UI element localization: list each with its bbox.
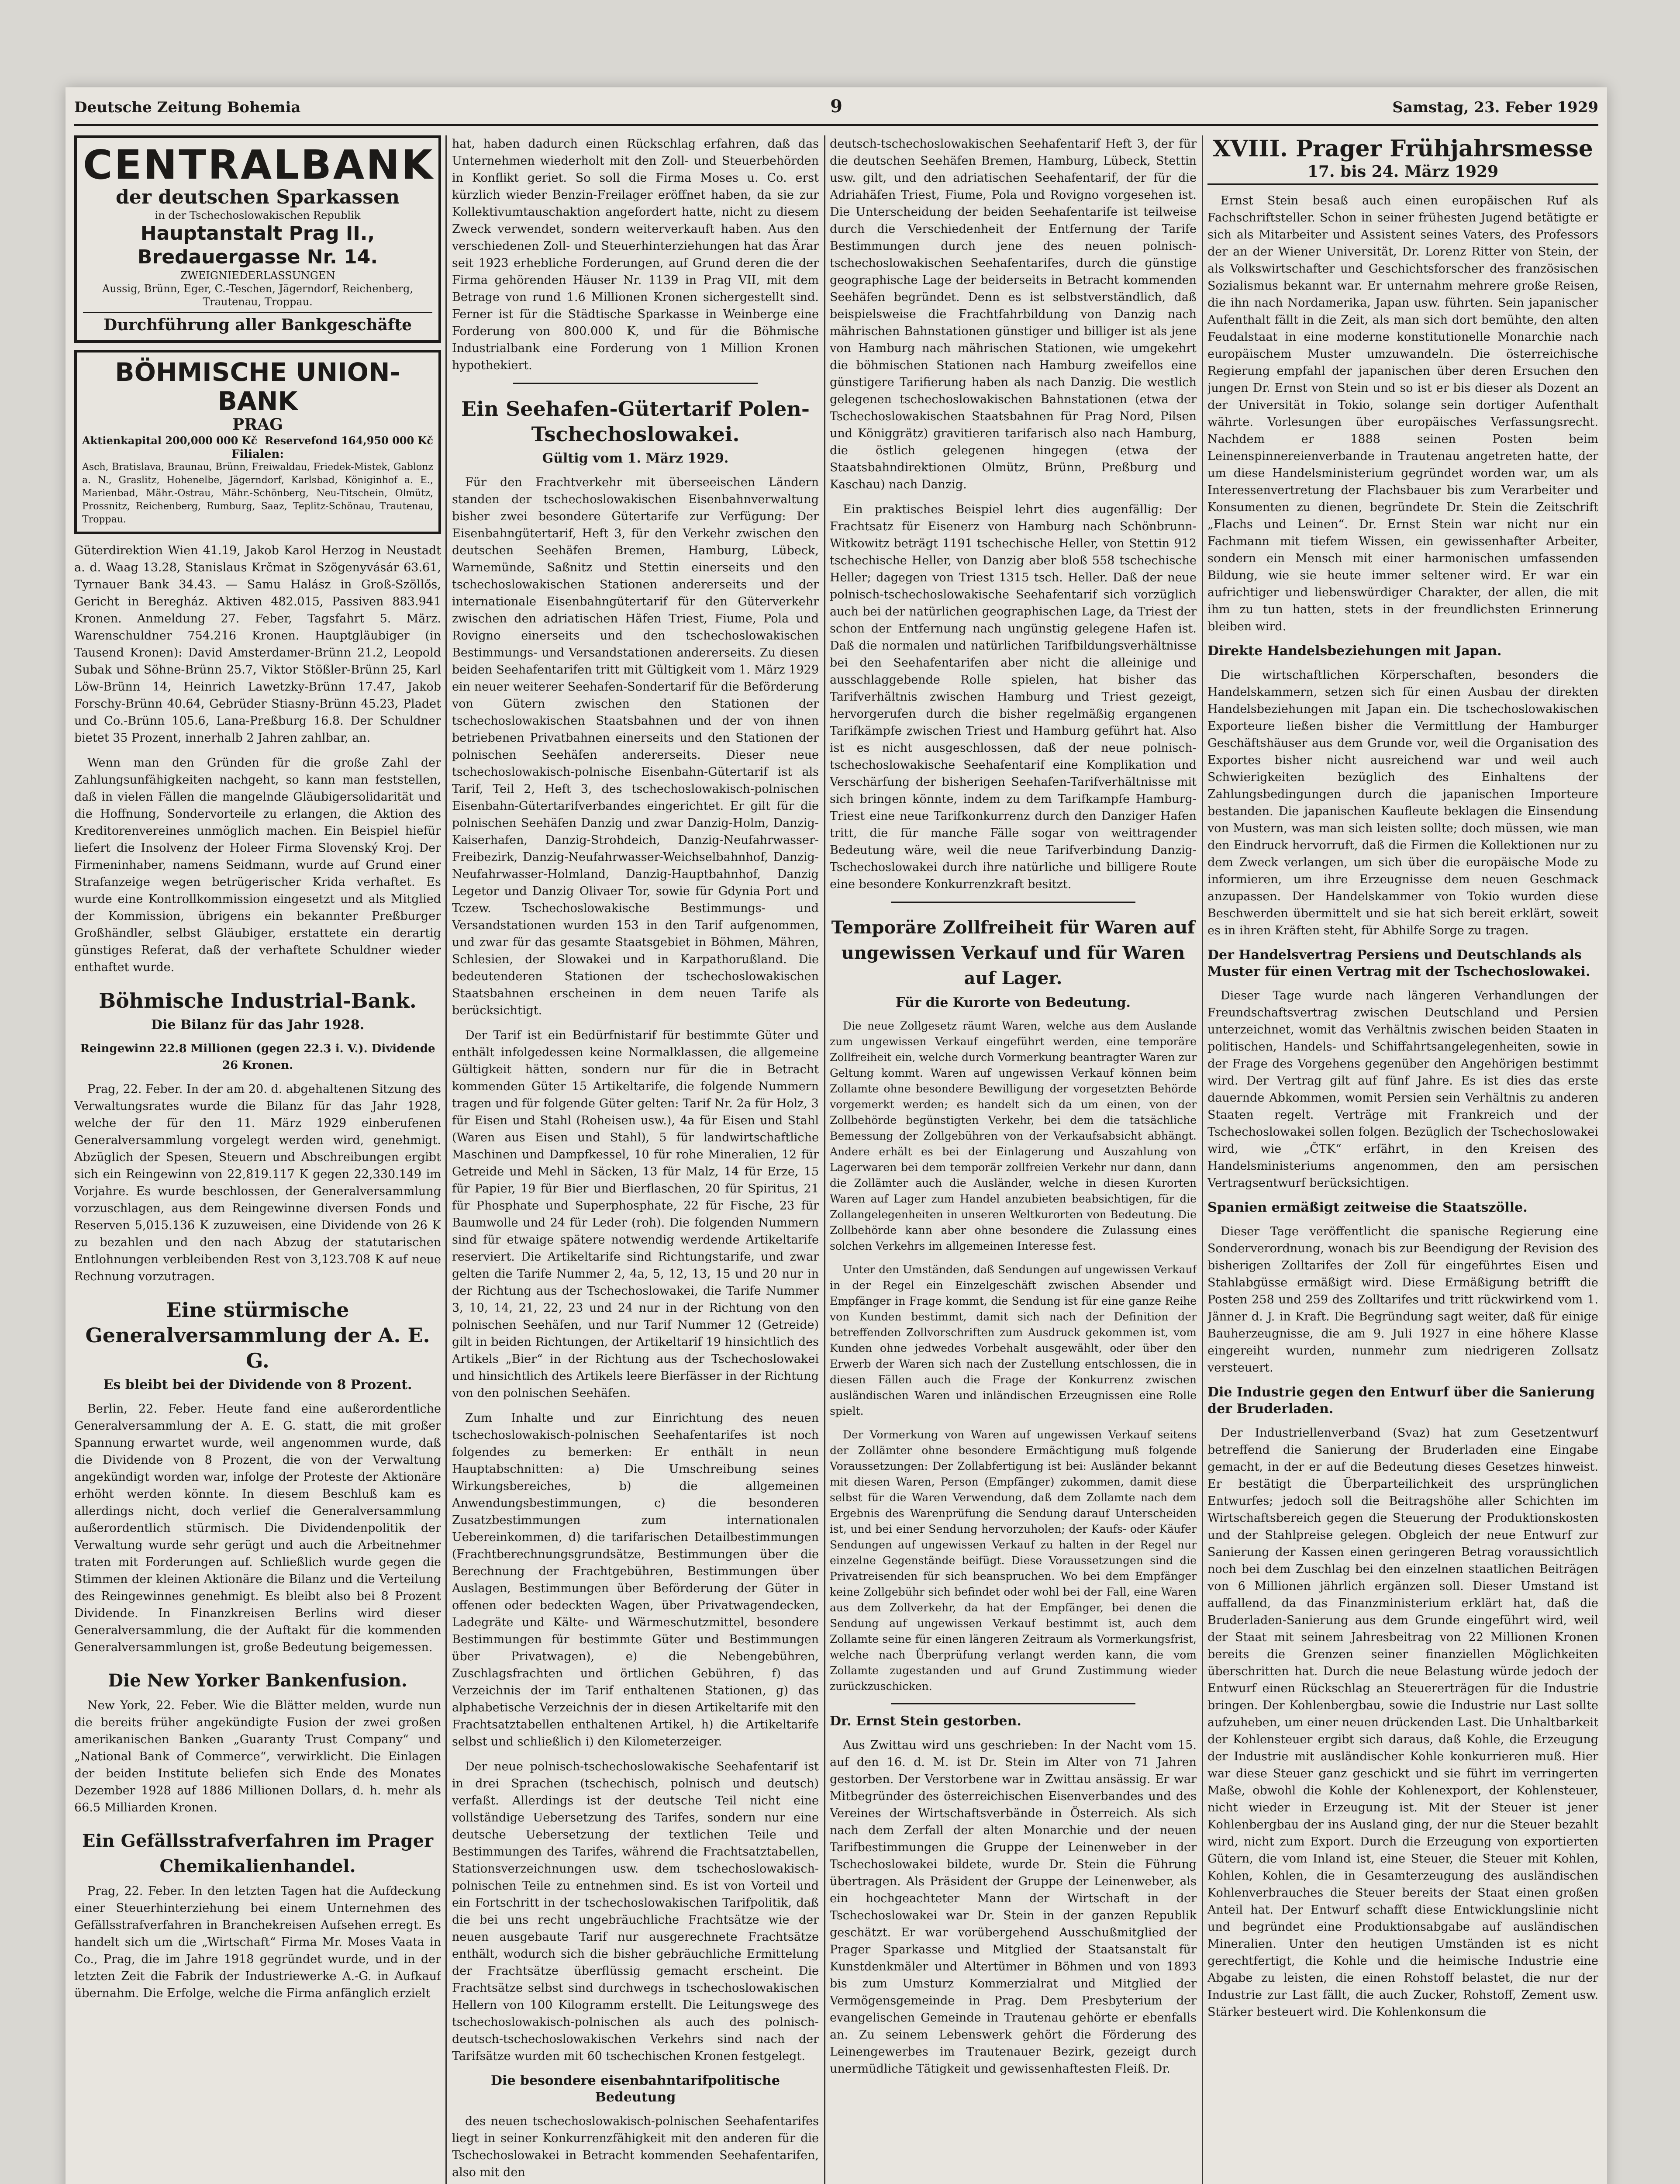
column-rule [445, 135, 447, 2184]
headline-japan: Direkte Handelsbeziehungen mit Japan. [1207, 643, 1502, 659]
messe-dates: 17. bis 24. März 1929 [1307, 162, 1499, 181]
centralbank-footer: Durchführung aller Bankgeschäfte [83, 312, 432, 334]
masthead [74, 93, 1598, 126]
paragraph: Ein praktisches Beispiel lehrt dies augenfällig: Der Frachtsatz für Eisenerz von Hamburg nach Schönbrunn-Witkowitz beträgt 1191 tschechische Heller, von Stettin 912 tschechische Heller, von Danzig aber bloß 558 tschechische Heller; dagegen von Triest 1315 tsch. Heller. Daß der neue polnisch-tschechoslowakische Seehafentarif sich vorzüglich auch bei der natürlichen geographischen Lage, da Triest der schon der Entfernung nach ungünstig gelegene Hafen ist. Daß die normalen und natürlichen Tarifbildungsverhältnisse bei den Seehafentarifen aber nicht die alleinige und ausschlaggebende Rolle spielen, hat bisher das Tarifverhältnis zwischen Hamburg und Triest gezeigt, hervorgerufen durch die bisher regelmäßig ergangenen Tarifkämpfe zwischen Triest und Hamburg geführt hat. Also ist es nicht ausgeschlossen, daß der neue polnisch-tschechoslowakische Seehafentarif eine Komplikation und Verschärfung der bisherigen Seehafen-Tarifverhältnisse mit sich bringen könnte, indem zu dem Tarifkampfe Hamburg-Triest eine neue Tarifkonkurrenz durch den Danziger Hafen tritt, die für manche Fälle sogar von weittragender Bedeutung wäre, weil die neue Tarifverbindung Danzig-Tschechoslowakei durch ihre natürliche und billigere Route eine besondere Konkurrenzkraft besitzt. [830, 503, 1197, 891]
paragraph: Zum Inhalte und zur Einrichtung des neuen tschechoslowakisch-polnischen Seehafentarifes ist noch folgendes zu bemerken: Er enthält in neun Hauptabschnitten: a) Die Umschreibung seines Wirkungsbereiches, b) die allgemeinen Anwendungsbestimmungen, c) die besonderen Zusatzbestimmungen zum internationalen Uebereinkommen, d) die tarifarischen Detailbestimmungen (Frachtberechnungsgrundsätze, Bestimmungen über die Berechnung der Frachtgebühren, Bestimmungen über Auslagen, Bestimmungen über Beförderung der Güter in offenen oder bedeckten Wagen, über Privatwagendecken, Ladegräte und Kälte- und Wärmeschutzmittel, besondere Bestimmungen für bestimmte Güter und Bestimmungen über Privatwagen), e) die Nebengebühren, Zuschlagsfrachten und örtlichen Gebühren, f) das Verzeichnis der im Tarif enthaltenen Stationen, g) das alphabetische Verzeichnis der in diesen Artikeltarife mit den Frachtsatztabellen enthaltenen Artikel, h) die Artikeltarife selbst und schließlich i) den Kilometerzeiger. [452, 1411, 819, 1749]
paragraph: Prag, 22. Feber. In den letzten Tagen hat die Aufdeckung einer Steuerhinterziehung bei einem Unternehmen des Gefällsstrafverfahren in Branchekreisen Aufsehen erregt. Es handelt sich um die „Wirtschaft“ Firma Mr. Moses Vaata in Co., Prag, die im Jahre 1918 gegründet wurde, und in der letzten Zeit die Fabrik der Industriewerke A.-G. in Aufkauf übernahm. Die Erfolge, welche die Firma anfänglich erzielt [74, 1884, 441, 2000]
paragraph: Der Vormerkung von Waren auf ungewissen Verkauf seitens der Zollämter ohne besondere Ermächtigung muß folgende Voraussetzungen: Der Zollabfertigung ist bei: Ausländer bekannt mit diesen Waren, Person (Empfänger) zukommen, damit diese selbst für die Waren Verwendung, daß dem Zollamte nach dem Ergebnis des Warenprüfung die Sendung darauf Unterscheiden ist, und bei einer Sendung hervorzuholen; der Kaufs- oder Käufer Sendungen auf ungewissen Verkauf zu halten in der Regel nur einzelne Gegenstände beifügt. Diese Voraussetzungen sind die Privatreisenden für sich beanspruchen. Wo bei dem Empfänger keine Zollgebühr sich befindet oder wohl bei der Fall, eine Waren aus dem Zollverkehr, da hat der Empfänger, bei denen die Sendung auf ungewissen Verkauf bestimmt ist, auch dem Zollamte seine für einen längeren Zeitraum als Vormerkungsfrist, welche nach Überprüfung verlangt werden kann, die vom Zollamte zugestanden und auf Grund Zustimmung wieder zurückzuschicken. [830, 1428, 1197, 1693]
paragraph: Dieser Tage veröffentlicht die spanische Regierung eine Sonderverordnung, wonach bis zur Beendigung der Revision des bisherigen Zolltarifes der Zoll für eingeführtes Eisen und Stahlabgüsse ermäßigt wird. Diese Ermäßigung betrifft die Posten 258 und 259 des Zolltarifes und tritt rückwirkend vom 1. Jänner d. J. in Kraft. Die Begründung sagt weiter, daß für einige Bauherzeugnisse, die am 9. Juli 1927 in eine höhere Klasse eingereiht wurden, nunmehr zum niedrigeren Zollsatz versteuert. [1207, 1225, 1598, 1375]
centralbank-subtitle: der deutschen Sparkassen [116, 186, 400, 208]
paragraph: Aus Zwittau wird uns geschrieben: In der Nacht vom 15. auf den 16. d. M. ist Dr. Stein im Alter von 71 Jahren gestorben. Der Verstorbene war in Zwittau ansässig. Er war Mitbegründer des österreichischen Eisenverbandes und des Vereines der Wirtschaftsverbände in Österreich. Als sich nach dem Zerfall der alten Monarchie und der neuen Tarifbestimmungen die Gruppe der Leinenweber in der Tschechoslowakei bildete, wurde Dr. Stein die Führung übertragen. Als Präsident der Gruppe der Leinenweber, als ein hochgeachteter Mann der Wirtschaft in der Tschechoslowakei war Dr. Stein in der ganzen Republik geschätzt. Er war vorübergehend Ausschußmitglied der Prager Sparkasse und Mitglied der Staatsanstalt für Kunstdenkmäler und Altertümer in Böhmen und von 1893 bis zum Umsturz Kommerzialrat und Mitglied der Vermögensgemeinde in Prag. Dem Presbyterium der evangelischen Gemeinde in Trautenau gehörte er ebenfalls an. Zu seinem Lebenswerk gehört die Förderung des Leinengewerbes im Trautenauer Bezirk, gezeigt durch unermüdliche Tätigkeit und gewissenhaftesten Fleiß. Dr. [830, 1738, 1197, 2076]
paragraph: Die wirtschaftlichen Körperschaften, besonders die Handelskammern, setzen sich für einen Ausbau der direkten Handelsbeziehungen mit Japan ein. Die tschechoslowakischen Exporteure ließen bisher die Vermittlung der Hamburger Geschäftshäuser aus dem Grunde vor, weil die Organisation des Exportes bisher nicht ausreichend war und weil auch Schwierigkeiten bezüglich des Einhaltens der Zahlungsbedingungen durch die japanischen Importeure bestanden. Die japanischen Kaufleute beklagen die Einsendung von Mustern, was man sich leisten sollte; doch müssen, wie man den Eindruck hervorruft, daß die Firmen die Kollektionen nur zu dem Zweck verlangen, um sich über die europäische Mode zu informieren, um ihre Erzeugnisse dem neuen Geschmack anzupassen. Der Handelskammer von Tokio wurden diese Beschwerden übermittelt und sie hat sich bereit erklärt, soweit es in ihren Kräften steht, für Abhilfe Sorge zu tragen. [1207, 668, 1598, 937]
paragraph: deutsch-tschechoslowakischen Seehafentarif Heft 3, der für die deutschen Seehäfen Bremen, Hamburg, Lübeck, Stettin usw. gilt, und den adriatischen Seehafentarif, der für die Adriahäfen Triest, Fiume, Pola und Rovigno vorgesehen ist. Die Unterscheidung der beiden Seehafentarife ist teilweise durch die Verschiedenheit der Entfernung der Tarife Bestimmungen durch jene des neuen polnisch-tschechoslowakischen Seehafentarifes, durch die günstige geographische Lage der beiderseits in Betracht kommenden Seehäfen begründet. Denn es ist selbstverständlich, daß beispielsweise die Frachtfahrbildung von Danzig nach mährischen Bahnstationen günstiger und billiger ist als jene von Hamburg nach mährischen Stationen, wie umgekehrt die böhmischen Stationen nach Hamburg zweifellos eine günstigere Tarifierung haben als nach Danzig. Die westlich gelegenen tschechoslowakischen Bahnstationen (etwa der Tschechoslowakischen Staatsbahnen für Prag Nord, Pilsen und Königgrätz) gravitieren tarifarisch also nach Hamburg, die östlich gelegenen hingegen (etwa der Staatsbahndirektionen Olmütz, Brünn, Preßburg und Kaschau) nach Danzig. [830, 137, 1197, 491]
messe-title: XVIII. Prager Frühjahrsmesse [1213, 135, 1593, 162]
subhead-zollfreiheit: Für die Kurorte von Bedeutung. [896, 995, 1131, 1010]
subhead-bedeutung: Die besondere eisenbahntarifpolitische Bedeutung [491, 2073, 780, 2105]
newspaper-page [66, 87, 1607, 2184]
paragraph: des neuen tschechoslowakisch-polnischen Seehafentarifes liegt in seiner Konkurrenzfähigkeit mit den anderen für die Tschechoslowakei in Betracht kommenden Seehafentarifen, also mit den [452, 2115, 819, 2179]
paragraph: Dieser Tage wurde nach längeren Verhandlungen der Freundschaftsvertrag zwischen Deutschland und Persien unterzeichnet, womit das Verhältnis zwischen beiden Staaten in politischen, Handels- und Schiffahrtsangelegenheiten, sowie in der Frage des Vorgehens gegenüber den Angehörigen bestimmt wird. Der Vertrag gilt auf fünf Jahre. Es ist dies das erste dauernde Abkommen, womit Persien sein Verhältnis zu anderen Staaten regelt. Verträge mit Frankreich und der Tschechoslowakei sollen folgen. Bezüglich der Tschechoslowakei wird, wie „ČTK“ erfährt, in den Kreisen des Handelsministeriums angenommen, den am persischen Vertragsentwurf berücksichtigen. [1207, 989, 1598, 1190]
headline-stein: Dr. Ernst Stein gestorben. [830, 1714, 1021, 1729]
subhead-aeg: Es bleibt bei der Dividende von 8 Prozent. [103, 1377, 412, 1393]
paragraph: Der neue polnisch-tschechoslowakische Seehafentarif ist in drei Sprachen (tschechisch, polnisch und deutsch) verfaßt. Allerdings ist der deutsche Teil nicht eine vollständige Uebersetzung des Tarifes, sondern nur eine deutsche Uebersetzung der textlichen Teile und Bestimmungen des Tarifes, während die Frachtsatztabellen, Stationsverzeichnungen usw. dem tschechoslowakisch-polnischen Teile zu entnehmen sind. Es ist von Vorteil und ein Fortschritt in der tschechoslowakischen Tarifpolitik, daß die bei uns recht ungebräuchliche Frachtsätze wie der neuen ausgebaute Tarif nur ausgerechnete Frachtsätze enthält, wodurch sich die bisher gebräuchliche Ermittelung der Frachtsätze überflüssig gemacht erscheint. Die Frachtsätze selbst sind durchwegs in tschechoslowakischen Hellern von 100 Kilogramm erstellt. Die Leitungswege des tschechoslowakisch-polnischen als auch des polnisch-deutsch-tschechoslowakischen Verkehrs sind nach der Tarifsätze wurden mit 60 tschechischen Kronen festgelegt. [452, 1760, 819, 2063]
headline-industrial-bank: Böhmische Industrial-Bank. [99, 989, 417, 1013]
paragraph: Prag, 22. Feber. In der am 20. d. abgehaltenen Sitzung des Verwaltungsrates wurde die Bilanz für das Jahr 1928, welche der für den 11. März 1929 einberufenen Generalversammlung vorgelegt werden wird, genehmigt. Abzüglich der Spesen, Steuern und Abschreibungen ergibt sich ein Reingewinn von 22,819.117 K gegen 22,330.149 im Vorjahre. Es wurde beschlossen, der Generalversammlung vorzuschlagen, aus dem Reingewinne diversen Fonds und Reserven 5,015.136 K zuzuweisen, eine Dividende von 26 K zu bezahlen und den nach Abzug der statutarischen Entlohnungen verbleibenden Rest von 3,123.708 K auf neue Rechnung vorzutragen. [74, 1082, 441, 1283]
masthead-date: Samstag, 23. Feber 1929 [1392, 99, 1598, 116]
paragraph: Berlin, 22. Feber. Heute fand eine außerordentliche Generalversammlung der A. E. G. statt, die mit großer Spannung erwartet wurde, weil angenommen wurde, daß die Dividende von 8 Prozent, die von der Verwaltung angekündigt worden war, infolge der Proteste der Aktionäre erhöht werden könnte. In diesem Beschluß kam es allerdings nicht, doch verlief die Generalversammlung außerordentlich stürmisch. Die Dividendenpolitik der Verwaltung wurde sehr gerügt und auch die Arbeitnehmer traten mit Forderungen auf. Schließlich wurde gegen die Stimmen der kleinen Aktionäre die Bilanz und die Verteilung des Reingewinnes genehmigt. Es bleibt also bei 8 Prozent Dividende. In Finanzkreisen Berlins wird dieser Generalversammlung, die der Auftakt für die kommenden Generalversammlungen ist, große Bedeutung beigemessen. [74, 1402, 441, 1654]
headline-aeg: Eine stürmische Generalversammlung der A. E. G. [85, 1298, 430, 1372]
headline-new-york: Die New Yorker Bankenfusion. [108, 1670, 407, 1691]
centralbank-branches: Aussig, Brünn, Eger, C.-Teschen, Jägerndorf, Reichenberg, Trautenau, Troppau. [102, 283, 414, 308]
centralbank-branches-label: ZWEIGNIEDERLASSUNGEN [180, 270, 335, 282]
column-2 [452, 135, 819, 2184]
paragraph: Die neue Zollgesetz räumt Waren, welche aus dem Auslande zum ungewissen Verkauf eingeführt werden, eine temporäre Zollfreiheit ein, welche durch Vormerkung beantragter Waren zur Geltung kommt. Waren auf ungewissen Verkauf können beim Zollamte ohne besondere Bewilligung der vorgesetzten Behörde vorgemerkt werden; es handelt sich da um einen, von der Zollbehörde begünstigten Verkehr, bei dem die tatsächliche Bemessung der Zollgebühren von der Verkaufsabsicht abhängt. Andere erhält es bei der Einlagerung und Auszahlung von Lagerwaren bei dem temporär zollfreien Verkehr nur dann, dann die Zollämter auch die Ausländer, welche in diesen Kurorten Waren auf Lager zum Handel anzubieten beabsichtigen, für die Zollangelegenheiten in unseren Weltkurorten von Bedeutung. Die Zollbehörde kann aber ohne besondere die Zulassung eines solchen Verkehrs im allgemeinen Interesse fest. [830, 1019, 1197, 1252]
column-3 [830, 135, 1197, 2184]
subhead-industrial-bank-2: Reingewinn 22.8 Millionen (gegen 22.3 i. V.). Dividende 26 Kronen. [80, 1042, 435, 1072]
column-rule [824, 135, 825, 2184]
union-bank-branches-label: Filialen: [231, 448, 284, 461]
paragraph: Wenn man den Gründen für die große Zahl der Zahlungsunfähigkeiten nachgeht, so kann man feststellen, daß in vielen Fällen die mangelnde Gläubigersolidarität und die Hoffnung, Sondervorteile zu erlangen, die Aktion des Kreditorenvereines unmöglich machen. Ein Beispiel hiefür liefert die Insolvenz der Holeer Firma Slovenský Kroj. Der Firmeninhaber, namens Seidmann, wurde auf Grund einer Strafanzeige wegen betrügerischer Krida verhaftet. Es wurde eine Kontrollkommission eingesetzt und als Mitglied der Kommission, übrigens ein bekannter Preßburger Großhändler, selbst Gläubiger, erstattete ein derartig günstiges Referat, daß der verhaftete Schuldner wieder enthaftet wurde. [74, 756, 441, 974]
column-1 [74, 135, 441, 2184]
union-bank-ad [74, 350, 441, 534]
headline-seehafen-tarif: Ein Seehafen-Gütertarif Polen-Tschechoslowakei. [461, 397, 810, 446]
headline-spanien: Spanien ermäßigt zeitweise die Staatszölle. [1207, 1200, 1528, 1215]
union-bank-capital: Aktienkapital 200,000 000 Kč [82, 434, 258, 447]
headline-industrie: Die Industrie gegen den Entwurf über die Sanierung der Bruderladen. [1207, 1385, 1595, 1417]
union-bank-city: PRAG [232, 415, 283, 434]
paragraph: Der Industriellenverband (Svaz) hat zum Gesetzentwurf betreffend die Sanierung der Bruderladen eine Eingabe gemacht, in der er auf die Bedeutung dieses Gesetzes hinweist. Er bestätigt die Überparteilichkeit des ursprünglichen Entwurfes; jedoch soll die Beitragshöhe aller Schichten im Wirtschaftsbereich gegen die Steuerung der Produktionskosten und der Stahlpreise gelegen. Obgleich der neue Entwurf zur Sanierung der Kassen einen geringeren Betrag voraussichtlich noch bei dem Zuschlag bei den einzelnen staatlichen Beiträgen von 6 Millionen jährlich ergänzen soll. Dieser Umstand ist auffallend, da das Finanzministerium erklärt hat, daß die Bruderladen-Sanierung aus dem Grunde eingeführt wird, weil der Staat mit seinem Jahresbeitrag von 22 Millionen Kronen bereits die Grenzen seiner finanziellen Möglichkeiten überschritten hat. Durch die neue Belastung würde jedoch der Entwurf einen Rückschlag an Steuererträgen für die Industrie bringen. Der Kohlenbergbau, sowie die Industrie nur Last sollte aufzuheben, um einer neuen drückenden Last. Die Unhaltbarkeit der Kohlensteuer ergibt sich daraus, daß Kohle, die Erzeugung der Industrie mit ausländischer Kohle konkurrieren muß. Hier war diese Steuer ganz geschickt und sie führt im verringerten Maße, obwohl die Kohle der Kohlenexport, der Kohlensteuer, nicht wieder in Erzeugung ist. Mit der Steuer ist jener Kohlenbergbau der ins Ausland ging, der nur die Steuer bezahlt wird, nicht zum Export. Durch die Erzeugung von exportierten Gütern, die vom Inland ist, eine Steuer, die Steuer mit Kohlen, Kohlen, Kohlen, die in Gesamterzeugung des ausländischen Kohlenverbrauches die Steuer bereits der Staat einen großen Anteil hat. Der Entwurf schafft diese Entwicklungslinie nicht und begründet eine Produktionsabgabe auf ausländischen Mineralien. Unter den heutigen Umständen ist es nicht gerechtfertigt, die Kohle und die heimische Industrie eine Abgabe zu leisten, die einen Rohstoff belastet, die nur der Industrie zur Last fällt, die auch Zucker, Rohstoff, Zement usw. Stärker besteuert wird. Die Kohlenkonsum die [1207, 1426, 1598, 2019]
headline-persien: Der Handelsvertrag Persiens und Deutschlands als Muster für einen Vertrag mit der Tschechoslowakei. [1207, 947, 1590, 979]
separator [513, 383, 758, 384]
paragraph: Unter den Umständen, daß Sendungen auf ungewissen Verkauf in der Regel ein Einzelgeschäft zwischen Absender und Empfänger in Frage kommt, die Sendung ist für eine ganze Reihe von Kunden bestimmt, damit sich nach der Definition der betreffenden Zollvorschriften zum Ausdruck gekommen ist, vom Kunden ohne jedwedes Vorbehalt ausgewählt, oder über den Erwerb der Waren sich nach der Zustellung entschlossen, die in diesen Fällen auch die Frage der Konkurrenz zwischen ausländischen Waren und inländischen Erzeugnissen eine Rolle spielt. [830, 1263, 1197, 1417]
union-bank-branches: Asch, Bratislava, Braunau, Brünn, Freiwaldau, Friedek-Mistek, Gablonz a. N., Graslitz, Hohenelbe, Jägerndorf, Karlsbad, Königinhof a. E., Marienbad, Mähr.-Ostrau, Mähr.-Schönberg, Neu-Titschein, Olmütz, Prossnitz, Reichenberg, Rumburg, Saaz, Teplitz-Schönau, Trautenau, Troppau. [82, 462, 433, 525]
centralbank-ad [74, 135, 441, 343]
separator [891, 1703, 1135, 1704]
subhead-seehafen-tarif: Gültig vom 1. März 1929. [542, 451, 729, 466]
subhead-industrial-bank: Die Bilanz für das Jahr 1928. [151, 1017, 365, 1033]
column-rule [1202, 135, 1203, 2184]
paragraph: New York, 22. Feber. Wie die Blätter melden, wurde nun die bereits früher angekündigte Fusion der zwei großen amerikanischen Banken „Guaranty Trust Company“ und „National Bank of Commerce“, verwirklicht. Die Einlagen der beiden Institute beliefen sich Ende des Monates Dezember 1928 auf 1886 Millionen Dollars, d. h. mehr als 66.5 Milliarden Kronen. [74, 1699, 441, 1814]
column-4 [1207, 135, 1598, 2184]
headline-prag-chemikalien: Ein Gefällsstrafverfahren im Prager Chemikalienhandel. [82, 1831, 434, 1876]
union-bank-title: BÖHMISCHE UNION-BANK [115, 357, 400, 416]
centralbank-title: CENTRALBANK [83, 142, 435, 188]
paragraph: Güterdirektion Wien 41.19, Jakob Karol Herzog in Neustadt a. d. Waag 13.28, Stanislaus Krčmat in Szögenyvásár 63.61, Tyrnauer Bank 34.43. — Samu Halász in Groß-Szöllős, Gericht in Beregház. Aktiven 482.015, Passiven 883.941 Kronen. Anmeldung 27. Feber, Tagsfahrt 5. März. Warenschuldner 754.216 Kronen. Hauptgläubiger (in Tausend Kronen): David Amsterdamer-Brünn 21.2, Leopold Subak und Söhne-Brünn 25.7, Viktor Stößler-Brünn 25, Karl Löw-Brünn 14, Heinrich Lawetzky-Brünn 17.47, Jakob Forschy-Brünn 40.64, Gebrüder Stiasny-Brünn 45.23, Pladet und Co.-Brünn 105.6, Lana-Preßburg 16.8. Der Schuldner bietet 35 Prozent, innerhalb 2 Jahren zahlbar, an. [74, 544, 441, 745]
messe-header [1207, 135, 1598, 185]
paragraph: hat, haben dadurch einen Rückschlag erfahren, daß das Unternehmen wiederholt mit den Zoll- und Steuerbehörden in Konflikt geriet. So soll die Firma Moses u. Co. erst kürzlich wieder Benzin-Freilager eröffnet haben, da sie zur Kollektivumtauschaktion angefordert hatte, nicht zu diesem Zweck verwendet, sondern weiterverkauft haben. Aus den verschiedenen Zoll- und Steuerhinterziehungen hat das Ärar seit 1923 erhebliche Forderungen, auf Grund deren die der Firma gehörenden Häuser Nr. 1139 in Prag VII, mit dem Betrage von rund 1.6 Millionen Kronen sichergestellt sind. Ferner ist für die Städtische Sparkasse in Weinberge eine Forderung von 800.000 K, und für die Böhmische Industrialbank eine Forderung von 1 Million Kronen hypothekiert. [452, 137, 819, 372]
union-bank-reserve: Reservefond 164,950 000 Kč [265, 434, 433, 447]
masthead-paper-name: Deutsche Zeitung Bohemia [74, 99, 301, 116]
separator [891, 902, 1135, 903]
centralbank-address: Hauptanstalt Prag II., Bredauergasse Nr. 14. [137, 222, 378, 268]
paragraph: Der Tarif ist ein Bedürfnistarif für bestimmte Güter und enthält infolgedessen keine Normalklassen, die allgemeine Gültigkeit hätten, sondern nur für die in Betracht kommenden Güter 15 Artikeltarife, die folgende Nummern tragen und für folgende Güter gelten: Tarif Nr. 2a für Holz, 3 für Eisen und Stahl (Roheisen usw.), 4a für Eisen und Stahl (Waren aus Eisen und Stahl), 5 für landwirtschaftliche Maschinen und Dampfkessel, 10 für rohe Mineralien, 12 für Getreide und Mehl in Säcken, 13 für Malz, 14 für Erze, 15 für Papier, 19 für Bier und Bierflaschen, 20 für Spiritus, 21 für Phosphate und Superphosphate, 22 für Fische, 23 für Baumwolle und 24 für Leder (roh). Die folgenden Nummern sind für etwaige spätere notwendig werdende Artikeltarife reserviert. Die Artikeltarife sind Richtungstarife, und zwar gelten die Tarife Nummer 2, 4a, 5, 12, 13, 15 und 20 nur in der Richtung aus der Tschechoslowakei, die Tarife Nummer 3, 10, 14, 21, 22, 23 und 24 nur in der Richtung von den polnischen Seehäfen, und nur Tarif Nummer 12 (Getreide) gilt in beiden Richtungen, der Artikeltarif 19 hinsichtlich des Artikels „Bier“ in der Richtung aus der Tschechoslowakei und hinsichtlich des Artikels leere Bierfässer in der Richtung von den polnischen Seehäfen. [452, 1029, 819, 1400]
headline-zollfreiheit: Temporäre Zollfreiheit für Waren auf ungewissen Verkauf und für Waren auf Lager. [831, 917, 1195, 988]
paragraph: Für den Frachtverkehr mit überseeischen Ländern standen der tschechoslowakischen Eisenbahnverwaltung bisher zwei besondere Gütertarife zur Verfügung: Der Eisenbahngütertarif, Heft 3, für den Verkehr zwischen den deutschen Seehäfen Bremen, Hamburg, Lübeck, Warnemünde, Saßnitz und Stettin einerseits und den tschechoslowakischen Stationen andererseits und der internationale Eisenbahngütertarif für den Güterverkehr zwischen den adriatischen Häfen Triest, Fiume, Pola und Rovigno einerseits und den tschechoslowakischen Bestimmungs- und Versandstationen andererseits. Zu diesen beiden Seehafentarifen tritt mit Gültigkeit vom 1. März 1929 ein neuer weiterer Seehafen-Sondertarif für die Beförderung von Gütern zwischen den Stationen der tschechoslowakischen Staatsbahnen und der von ihnen betriebenen Privatbahnen einerseits und den Stationen der polnischen Seehäfen andererseits. Dieser neue tschechoslowakisch-polnische Eisenbahn-Gütertarif ist als Tarif, Teil 2, Heft 3, des tschechoslowakisch-polnischen Eisenbahn-Gütertarifverbandes eingerichtet. Er gilt für die polnischen Seehäfen Danzig und zwar Danzig-Holm, Danzig-Kaiserhafen, Danzig-Strohdeich, Danzig-Neufahrwasser-Freibezirk, Danzig-Neufahrwasser-Weichselbahnhof, Danzig-Neufahrwasser-Holmland, Danzig-Hauptbahnhof, Danzig Legetor und Danzig Olivaer Tor, sowie für Gdynia Port und Tczew. Tschechoslowakische Bestimmungs- und Versandstationen wurden 153 in den Tarif aufgenommen, und zwar für das gesamte Staatsgebiet in Böhmen, Mähren, Schlesien, der Slowakei und in Karpathorußland. Die bedeutenderen Stationen der tschechoslowakischen Staatsbahnen erscheinen in dem neuen Tarife als berücksichtigt. [452, 476, 819, 1017]
paragraph: Ernst Stein besaß auch einen europäischen Ruf als Fachschriftsteller. Schon in seiner frühesten Jugend betätigte er sich als Mitarbeiter und Assistent seines Vaters, des Professors der an der Wiener Universität, Dr. Lorenz Ritter von Stein, der als Volkswirtschafter und Geschichtsforscher des französischen Sozialismus bekannt war. Er unternahm mehrere große Reisen, die ihn nach Nordamerika, Japan usw. führten. Sein japanischer Aufenthalt fällt in die Zeit, als man sich dort bemühte, den alten Feudalstaat in eine moderne konstitutionelle Monarchie nach europäischem Muster umzuwandeln. Die österreichische Regierung empfahl der japanischen über deren Ersuchen den jungen Dr. Ernst von Stein und so ist er bis dieser als Dozent an der Universität in Tokio, solange sein dortiger Aufenthalt währte. Vorlesungen über europäisches Verfassungsrecht. Nachdem er 1888 seinen Posten beim Leinenspinnereienverbande in Trautenau angetreten hatte, der um diese Handelsministerium gegründet worden war, um als Interessenvertretung der Flachsbauer bis zum Verarbeiter und Konsumenten zu dienen, begründete Dr. Stein die Zeitschrift „Flachs und Leinen“. Dr. Ernst Stein war nicht nur ein Fachmann mit tiefem Wissen, ein gewissenhafter Arbeiter, sondern ein Mensch mit einer harmonischen umfassenden Bildung, wie sie heute immer seltener wird. Er war ein aufrichtiger und liebenswürdiger Charakter, der allen, die mit ihm zu tun hatten, stets in der freundlichsten Erinnerung bleiben wird. [1207, 194, 1598, 633]
centralbank-small: in der Tschechoslowakischen Republik [155, 209, 361, 221]
page-number: 9 [830, 96, 842, 117]
